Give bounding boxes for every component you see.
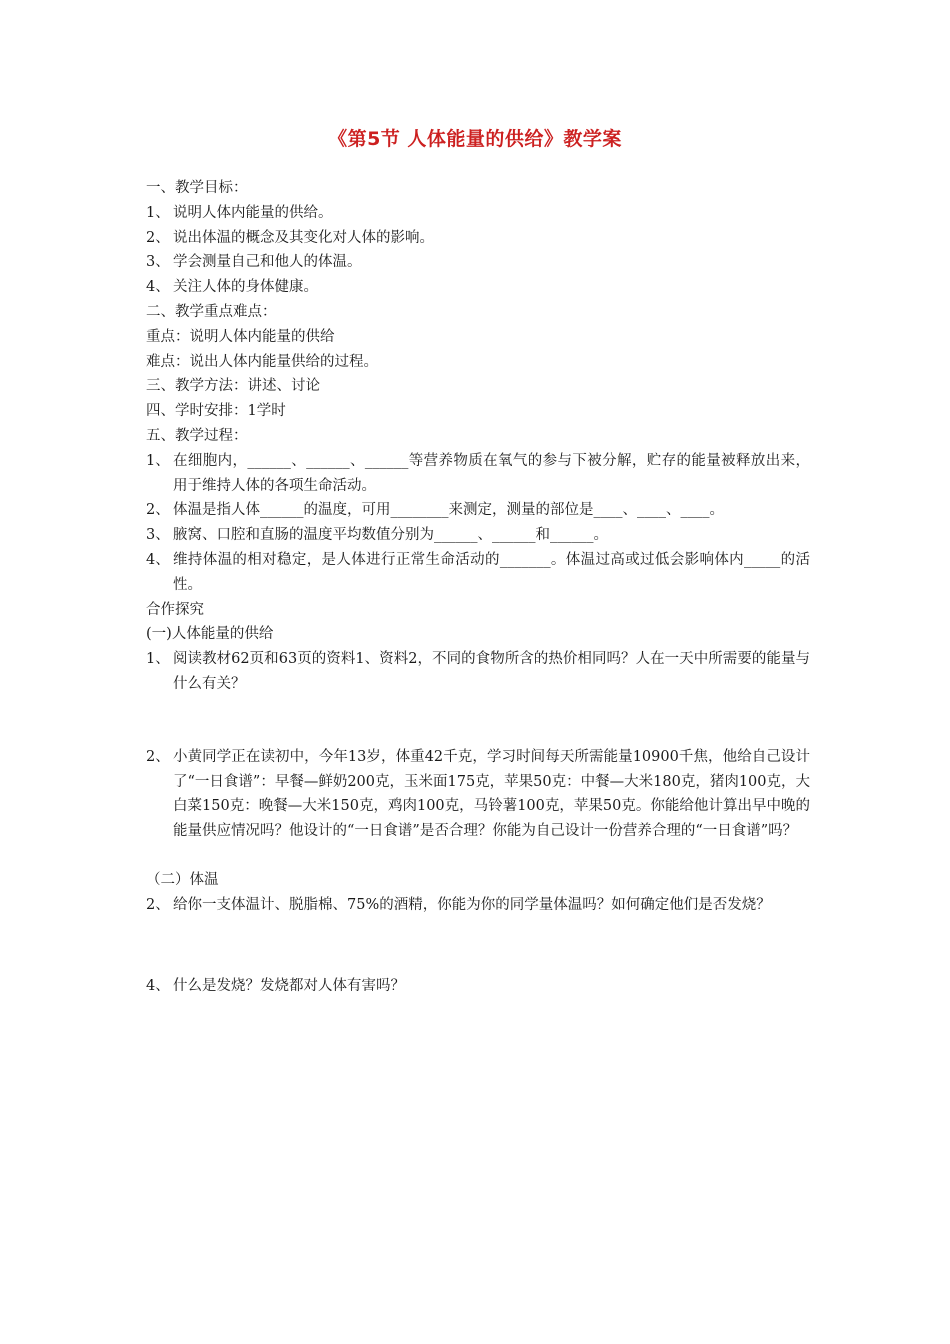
item-number: 1、 — [146, 204, 170, 221]
item-text: 在细胞内，______、______、______等营养物质在氧气的参与下被分解，贮存的能量被释放出来，用于维持人体的各项生命活动。 — [173, 452, 810, 494]
item-number: 2、 — [146, 896, 170, 913]
process-heading: 五、教学过程： — [146, 427, 248, 444]
item-number: 2、 — [146, 229, 170, 246]
item-number: 4、 — [146, 279, 170, 296]
item-text: 学会测量自己和他人的体温。 — [173, 254, 362, 271]
item-number: 4、 — [146, 977, 170, 994]
item-text: 什么是发烧？发烧都对人体有害吗？ — [173, 977, 405, 994]
item-number: 1、 — [146, 651, 170, 668]
objective-item — [146, 250, 810, 275]
question-item — [146, 647, 810, 697]
objective-item — [146, 201, 810, 226]
process-item — [146, 498, 810, 523]
item-number: 3、 — [146, 254, 170, 271]
question-item — [146, 745, 810, 844]
item-text: 说出体温的概念及其变化对人体的影响。 — [173, 229, 434, 246]
item-text: 小黄同学正在读初中，今年13岁，体重42千克，学习时间每天所需能量10900千焦，他给自己设计了“一日食谱”：早餐—鲜奶200克，玉米面175克，苹果50克：中餐—大米180克，猪肉100克，大白菜150克：晚餐—大米150克，鸡肉100克，马铃薯100克，苹果50克。你能给他计算出早中晚的能量供应情况吗？他设计的“一日食谱”是否合理？你能为自己设计一份营养合理的“一日食谱”吗？ — [173, 748, 810, 840]
item-text: 体温是指人体______的温度，可用________来测定，测量的部位是____、____、____。 — [173, 502, 724, 519]
difficult-point-text: 难点：说出人体内能量供给的过程。 — [146, 353, 378, 370]
process-item — [146, 449, 810, 499]
document-title: 《第5节 人体能量的供给》教学案 — [328, 128, 622, 150]
item-number: 2、 — [146, 748, 170, 765]
part2-heading: （二）体温 — [146, 871, 219, 888]
item-text: 关注人体的身体健康。 — [173, 279, 318, 296]
document-body — [146, 176, 810, 998]
item-text: 腋窝、口腔和直肠的温度平均数值分别为______、______和______。 — [173, 527, 608, 544]
item-number: 2、 — [146, 502, 170, 519]
objective-item — [146, 226, 810, 251]
question-item — [146, 893, 810, 918]
answer-space — [146, 918, 810, 974]
schedule-text: 四、学时安排：1学时 — [146, 403, 286, 420]
objectives-heading: 一、教学目标： — [146, 180, 248, 196]
objective-item — [146, 275, 810, 300]
question-item — [146, 974, 810, 999]
key-points-heading: 二、教学重点难点： — [146, 303, 277, 320]
methods-text: 三、教学方法：讲述、讨论 — [146, 378, 320, 395]
key-point-text: 重点：说明人体内能量的供给 — [146, 328, 335, 345]
process-item — [146, 548, 810, 598]
part1-heading: (一)人体能量的供给 — [146, 626, 274, 643]
item-text: 说明人体内能量的供给。 — [173, 204, 333, 221]
cooperation-heading: 合作探究 — [146, 601, 204, 618]
item-text: 维持体温的相对稳定，是人体进行正常生命活动的_______。体温过高或过低会影响体内_____的活性。 — [173, 551, 810, 593]
process-item — [146, 523, 810, 548]
answer-space — [146, 697, 810, 745]
item-number: 4、 — [146, 551, 170, 568]
answer-space — [146, 844, 810, 868]
item-number: 1、 — [146, 452, 170, 469]
item-number: 3、 — [146, 527, 170, 544]
item-text: 阅读教材62页和63页的资料1、资料2，不同的食物所含的热价相同吗？人在一天中所需要的能量与什么有关？ — [173, 651, 810, 692]
item-text: 给你一支体温计、脱脂棉、75%的酒精，你能为你的同学量体温吗？如何确定他们是否发烧？ — [173, 896, 771, 913]
